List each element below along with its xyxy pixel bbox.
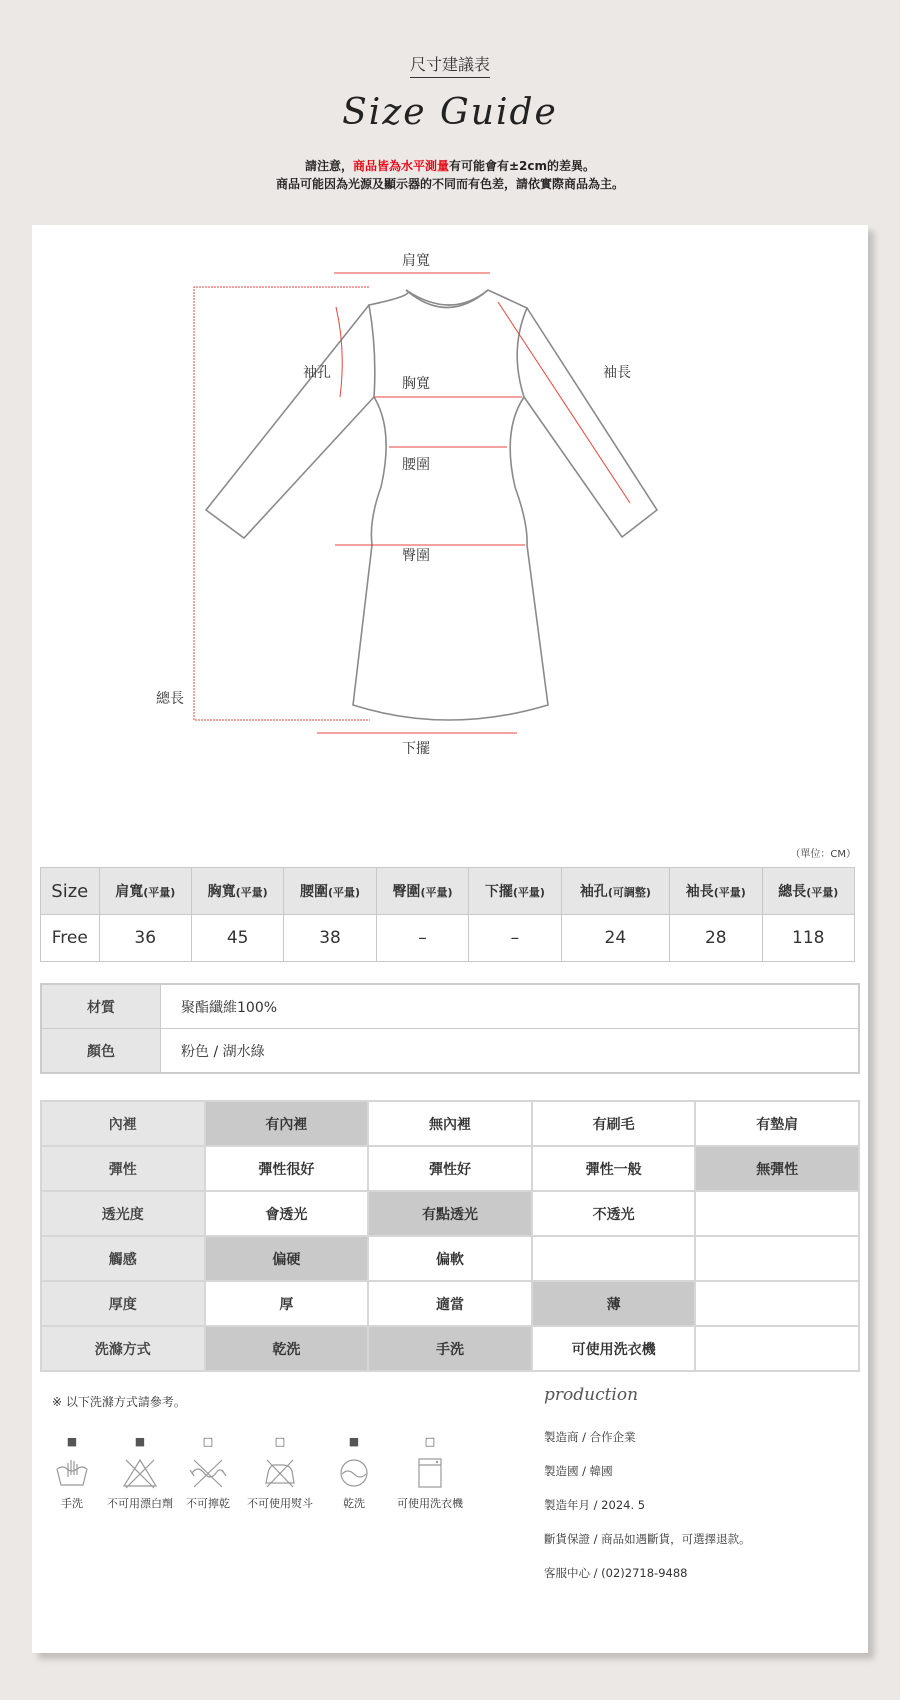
property-row-thickness — [41, 1281, 859, 1326]
size-cell: 28 — [670, 915, 762, 962]
property-option-selected: 無彈性 — [695, 1146, 859, 1191]
wash-label: 乾洗 — [343, 1497, 365, 1510]
property-option: 可使用洗衣機 — [532, 1326, 696, 1371]
color-value: 粉色 / 湖水綠 — [161, 1029, 860, 1074]
header-cell: 肩寬(平量) — [99, 868, 191, 915]
wash-item — [168, 1435, 248, 1511]
wash-item — [314, 1435, 394, 1511]
property-table — [40, 1100, 860, 1372]
production-country: 製造國 / 韓國 — [544, 1464, 613, 1478]
header-cell: 總長(平量) — [762, 868, 854, 915]
checkbox-checked: ■ — [348, 1435, 360, 1448]
property-option: 有墊肩 — [695, 1101, 859, 1146]
property-option — [695, 1281, 859, 1326]
size-cell: – — [376, 915, 468, 962]
wash-item — [240, 1435, 320, 1511]
property-option — [695, 1326, 859, 1371]
header-cell: Size — [41, 868, 100, 915]
label-sleeve: 袖長 — [603, 365, 631, 381]
unit-label: （單位：CM） — [790, 849, 856, 860]
notice-measurement: 請注意，商品皆為水平測量有可能會有±2cm的差異。 — [304, 159, 596, 173]
hand-wash-icon — [54, 1457, 90, 1489]
header-cell: 臀圍(平量) — [376, 868, 468, 915]
dress-outline — [206, 290, 657, 720]
size-cell: 45 — [191, 915, 283, 962]
property-label: 觸感 — [41, 1236, 205, 1281]
property-option: 會透光 — [205, 1191, 369, 1236]
production-maker: 製造商 / 合作企業 — [544, 1430, 636, 1444]
size-table — [40, 867, 855, 962]
checkbox-unchecked: □ — [274, 1435, 286, 1448]
header-cell: 腰圍(平量) — [284, 868, 376, 915]
wash-label: 不可擰乾 — [186, 1497, 230, 1510]
property-row-elastic — [41, 1146, 859, 1191]
no-wring-icon — [188, 1457, 228, 1489]
property-option-selected: 手洗 — [368, 1326, 532, 1371]
material-row — [41, 984, 859, 1029]
property-option: 厚 — [205, 1281, 369, 1326]
label-hem: 下擺 — [402, 741, 430, 757]
notice-highlight: 商品皆為水平測量 — [352, 159, 449, 173]
label-hip: 臀圍 — [402, 548, 430, 564]
page-title: Size Guide — [342, 92, 558, 133]
property-option: 彈性一般 — [532, 1146, 696, 1191]
checkbox-checked: ■ — [66, 1435, 78, 1448]
wash-note: ※ 以下洗滌方式請參考。 — [52, 1395, 186, 1409]
production-date: 製造年月 / 2024. 5 — [544, 1498, 646, 1512]
color-label: 顏色 — [41, 1029, 161, 1074]
garment-diagram — [32, 225, 868, 825]
measure-lines — [194, 273, 630, 733]
property-option: 不透光 — [532, 1191, 696, 1236]
header-cell: 袖孔(可調整) — [561, 868, 670, 915]
checkbox-unchecked: □ — [202, 1435, 214, 1448]
page-subtitle: 尺寸建議表 — [0, 52, 900, 75]
header-cell: 下擺(平量) — [469, 868, 561, 915]
color-row — [41, 1029, 859, 1074]
material-label: 材質 — [41, 984, 161, 1029]
wash-label: 手洗 — [61, 1497, 83, 1510]
size-cell: 36 — [99, 915, 191, 962]
property-option: 彈性好 — [368, 1146, 532, 1191]
label-shoulder: 肩寬 — [402, 253, 430, 269]
dry-clean-icon — [336, 1457, 372, 1489]
property-option: 彈性很好 — [205, 1146, 369, 1191]
size-cell: – — [469, 915, 561, 962]
property-option: 偏軟 — [368, 1236, 532, 1281]
material-table — [40, 983, 860, 1074]
checkbox-checked: ■ — [134, 1435, 146, 1448]
size-table-header — [41, 868, 855, 915]
property-label: 厚度 — [41, 1281, 205, 1326]
property-label: 內裡 — [41, 1101, 205, 1146]
header-cell: 胸寬(平量) — [191, 868, 283, 915]
property-option: 適當 — [368, 1281, 532, 1326]
machine-wash-icon — [412, 1457, 448, 1489]
size-guide-card — [32, 225, 868, 1653]
wash-label: 不可使用熨斗 — [247, 1497, 313, 1510]
property-label: 彈性 — [41, 1146, 205, 1191]
label-length: 總長 — [156, 691, 184, 707]
material-value: 聚酯纖維100% — [161, 984, 860, 1029]
label-chest: 胸寬 — [402, 376, 430, 392]
wash-label: 不可用漂白劑 — [107, 1497, 173, 1510]
property-option-selected: 有內裡 — [205, 1101, 369, 1146]
property-option: 有刷毛 — [532, 1101, 696, 1146]
property-option — [695, 1236, 859, 1281]
label-armhole: 袖孔 — [303, 365, 331, 381]
no-iron-icon — [262, 1457, 298, 1489]
property-option: 無內裡 — [368, 1101, 532, 1146]
wash-label: 可使用洗衣機 — [397, 1497, 463, 1510]
property-option — [695, 1191, 859, 1236]
property-label: 洗滌方式 — [41, 1326, 205, 1371]
property-label: 透光度 — [41, 1191, 205, 1236]
wash-item — [390, 1435, 470, 1511]
size-table-row — [41, 915, 855, 962]
notice-color: 商品可能因為光源及顯示器的不同而有色差，請依實際商品為主。 — [275, 177, 624, 191]
property-row-lining — [41, 1101, 859, 1146]
label-waist: 腰圍 — [402, 457, 430, 473]
size-cell: 38 — [284, 915, 376, 962]
production-guarantee: 斷貨保證 / 商品如遇斷貨，可選擇退款。 — [544, 1532, 751, 1546]
property-row-sheer — [41, 1191, 859, 1236]
size-cell: 118 — [762, 915, 854, 962]
no-bleach-icon — [122, 1457, 158, 1489]
property-option-selected: 偏硬 — [205, 1236, 369, 1281]
production-title: production — [544, 1385, 639, 1405]
property-row-touch — [41, 1236, 859, 1281]
size-cell: 24 — [561, 915, 670, 962]
header-cell: 袖長(平量) — [670, 868, 762, 915]
production-service: 客服中心 / (02)2718-9488 — [544, 1566, 688, 1580]
property-option-selected: 有點透光 — [368, 1191, 532, 1236]
checkbox-unchecked: □ — [424, 1435, 436, 1448]
property-option-selected: 薄 — [532, 1281, 696, 1326]
size-cell: Free — [41, 915, 100, 962]
property-option — [532, 1236, 696, 1281]
property-option-selected: 乾洗 — [205, 1326, 369, 1371]
property-row-wash — [41, 1326, 859, 1371]
